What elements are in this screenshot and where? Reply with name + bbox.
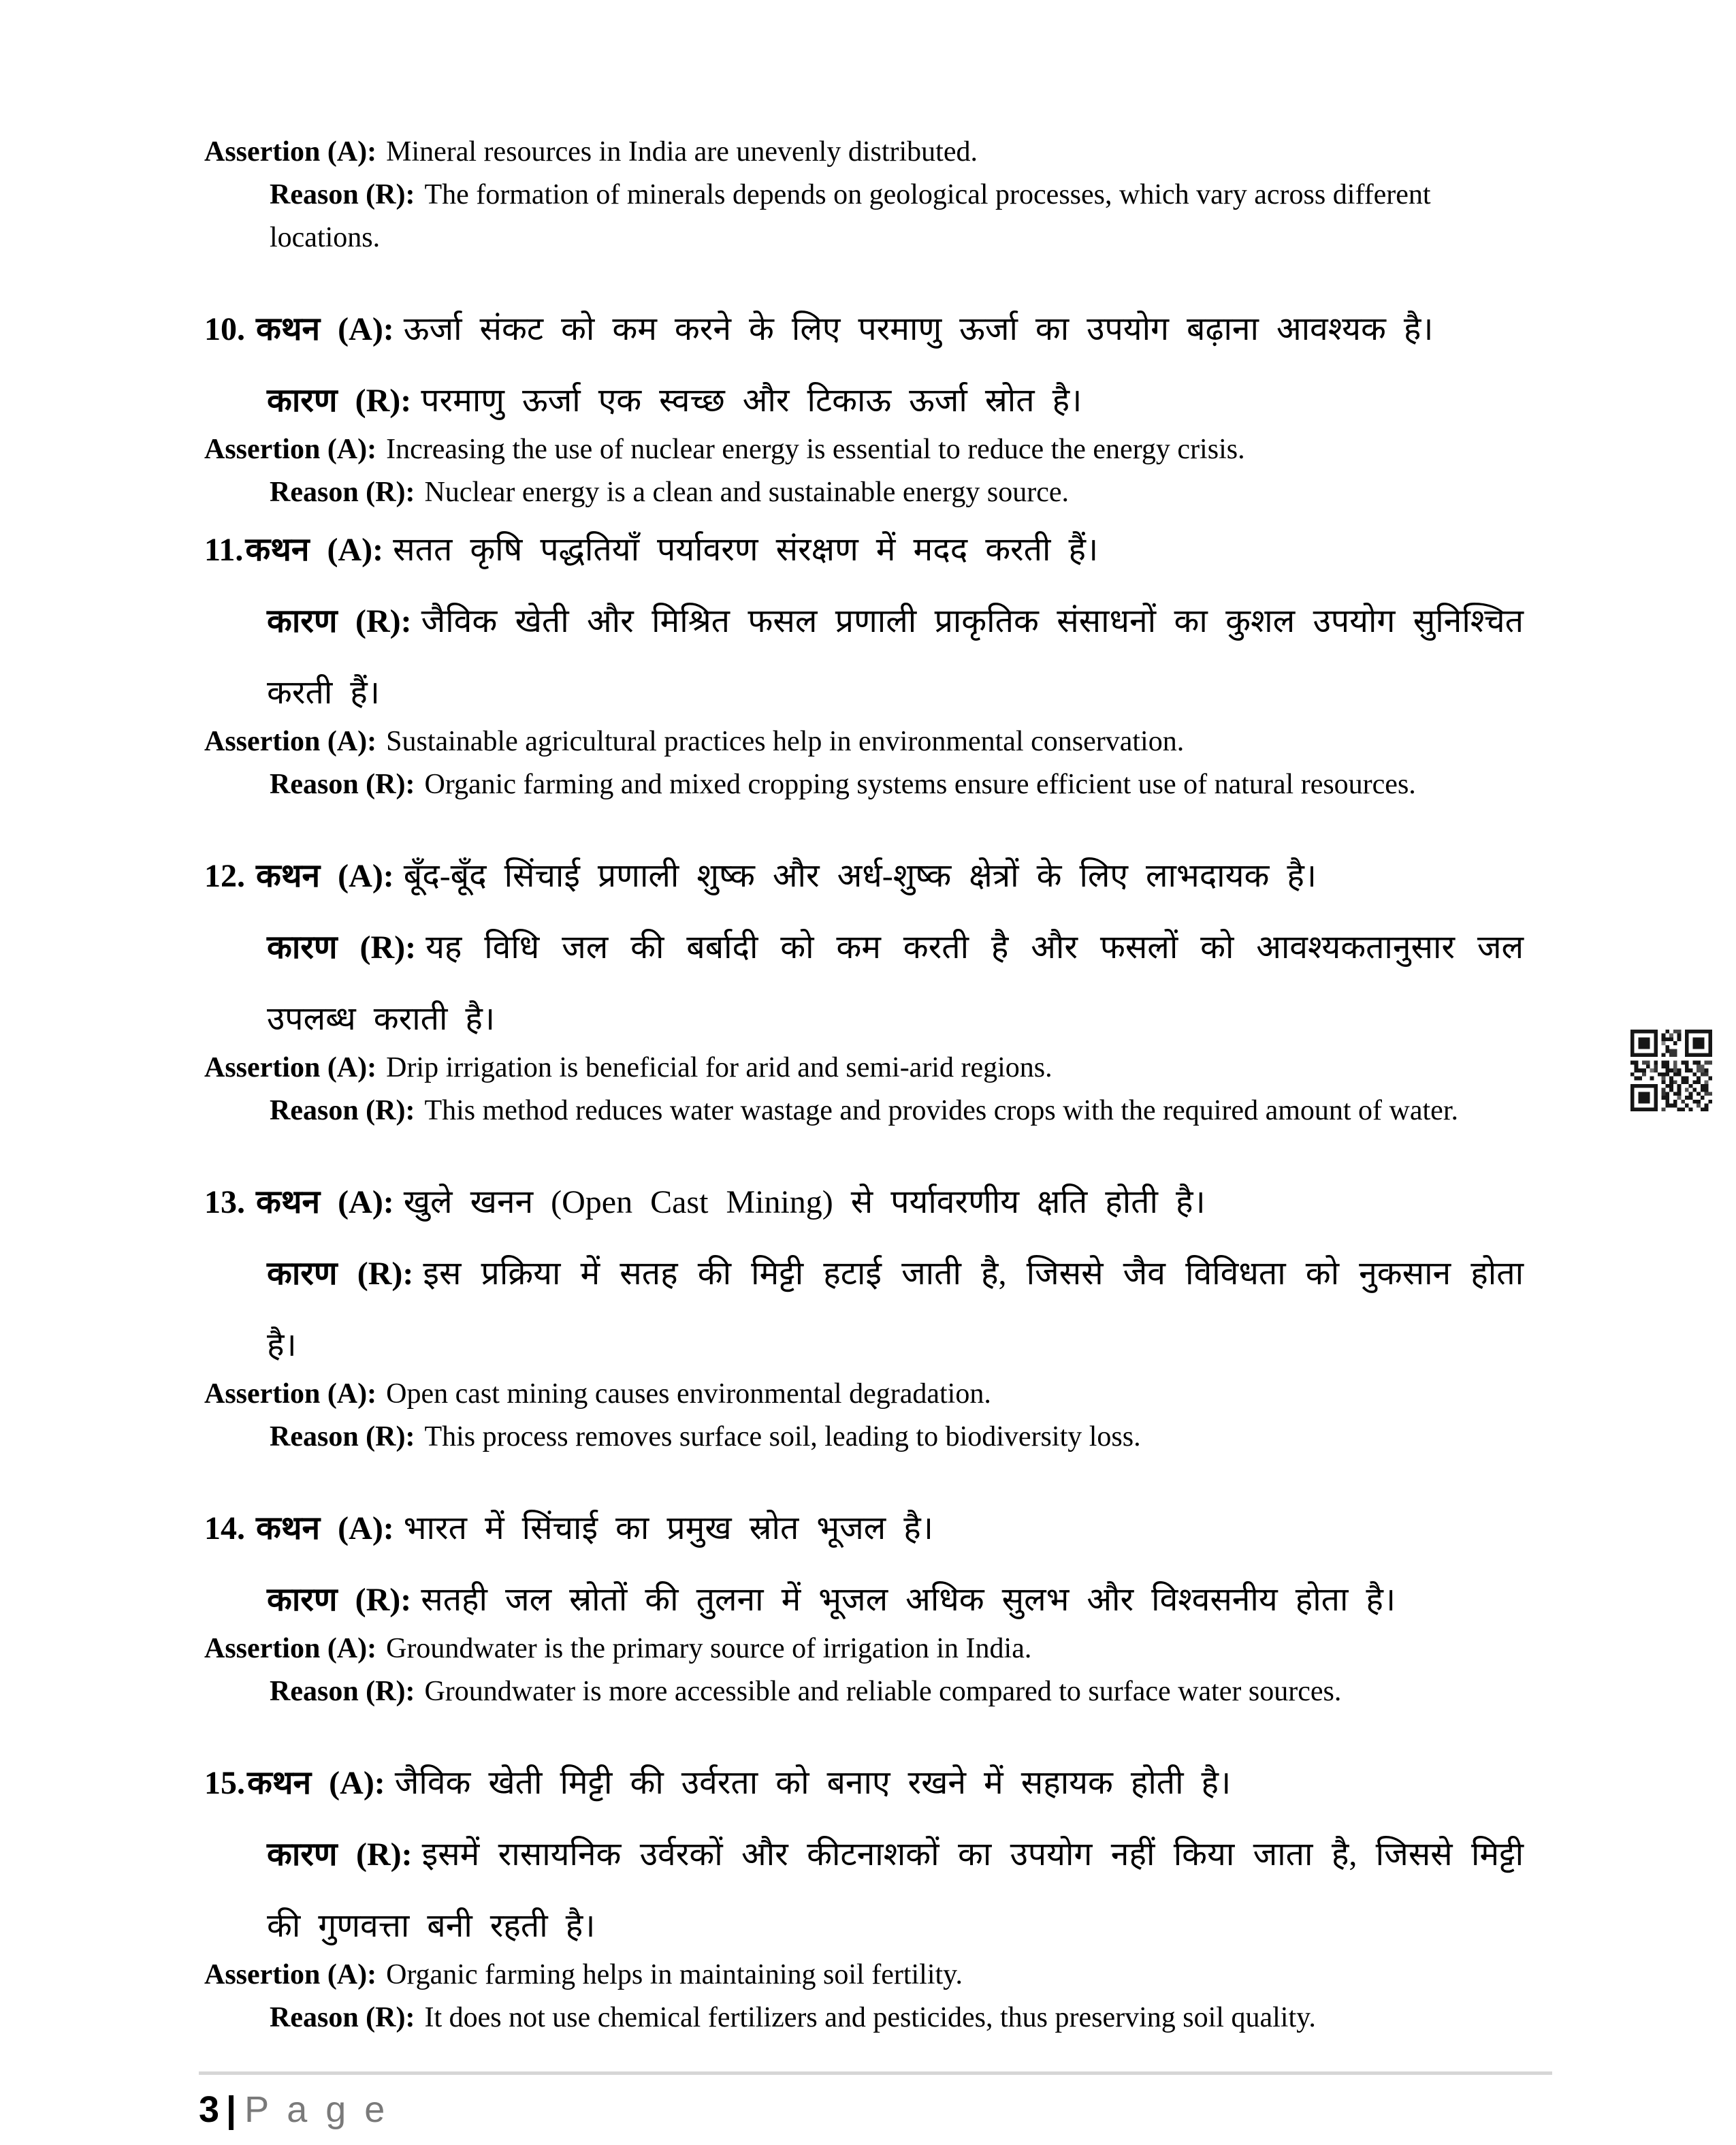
kathan-text: सतत कृषि पद्धतियाँ पर्यावरण संरक्षण में मदद करती हैं। <box>393 532 1099 568</box>
reason-label: Reason (R): <box>270 1095 415 1126</box>
karan-line <box>267 365 1524 436</box>
kathan-text: ऊर्जा संकट को कम करने के लिए परमाणु ऊर्जा का उपयोग बढ़ाना आवश्यक है। <box>403 311 1434 347</box>
assertion-text: Organic farming helps in maintaining soil fertility. <box>386 1959 963 1990</box>
karan-text: परमाणु ऊर्जा एक स्वच्छ और टिकाऊ ऊर्जा स्रोत है। <box>421 383 1082 419</box>
kathan-label: कथन (A): <box>245 532 384 568</box>
footer-divider: | <box>226 2089 238 2130</box>
reason-line <box>270 1670 1524 1713</box>
assertion-text: Sustainable agricultural practices help in environmental conservation. <box>386 726 1185 757</box>
question-number: 12. <box>204 858 245 894</box>
kathan-label: कथन (A): <box>256 311 394 347</box>
kathan-line <box>204 1166 1524 1238</box>
reason-line <box>270 1090 1524 1132</box>
reason-text: Groundwater is more accessible and reliable compared to surface water sources. <box>424 1676 1342 1707</box>
reason-line <box>270 174 1524 259</box>
reason-label: Reason (R): <box>270 179 415 210</box>
question-number: 10. <box>204 311 245 347</box>
kathan-text: जैविक खेती मिट्टी की उर्वरता को बनाए रखने में सहायक होती है। <box>394 1765 1232 1801</box>
assertion-label: Assertion (A): <box>204 726 377 757</box>
karan-text: जैविक खेती और मिश्रित फसल प्रणाली प्राकृतिक संसाधनों का कुशल उपयोग सुनिश्चित करती हैं। <box>267 603 1524 711</box>
question-block-15 <box>204 1747 1524 2039</box>
question-block-10 <box>204 293 1524 514</box>
karan-label: कारण (R): <box>267 1256 414 1292</box>
assertion-text: Increasing the use of nuclear energy is essential to reduce the energy crisis. <box>386 434 1245 465</box>
kathan-line <box>204 293 1524 365</box>
kathan-line <box>204 514 1524 586</box>
question-block-12 <box>204 840 1524 1132</box>
assertion-label: Assertion (A): <box>204 1378 377 1410</box>
question-number: 11. <box>204 532 244 568</box>
reason-label: Reason (R): <box>270 2002 415 2033</box>
kathan-text: खुले खनन (Open Cast Mining) से पर्यावरणीय क्षति होती है। <box>403 1184 1206 1220</box>
karan-label: कारण (R): <box>267 383 412 419</box>
reason-text: Organic farming and mixed cropping systems ensure efficient use of natural resources. <box>424 769 1416 800</box>
assertion-line <box>204 720 1524 763</box>
question-number: 13. <box>204 1184 245 1220</box>
question-number: 15. <box>204 1765 245 1801</box>
qr-code-icon <box>1630 1030 1712 1111</box>
karan-text: इसमें रासायनिक उर्वरकों और कीटनाशकों का उपयोग नहीं किया जाता है, जिससे मिट्टी की गुणवत्ता बनी रहती है। <box>267 1837 1524 1944</box>
page-label: P a g e <box>244 2089 389 2130</box>
assertion-text: Drip irrigation is beneficial for arid and semi-arid regions. <box>386 1052 1052 1083</box>
page-footer <box>199 2071 1552 2131</box>
page-content <box>204 131 1524 2039</box>
karan-line <box>267 1819 1524 1962</box>
kathan-label: कथन (A): <box>256 1184 394 1220</box>
assertion-label: Assertion (A): <box>204 1052 377 1083</box>
karan-line <box>267 1238 1524 1381</box>
reason-label: Reason (R): <box>270 1421 415 1452</box>
assertion-line <box>204 1954 1524 1997</box>
kathan-label: कथन (A): <box>256 1510 394 1546</box>
karan-label: कारण (R): <box>267 603 412 639</box>
reason-label: Reason (R): <box>270 477 415 508</box>
reason-text: This method reduces water wastage and provides crops with the required amount of water. <box>424 1095 1458 1126</box>
kathan-label: कथन (A): <box>256 858 394 894</box>
kathan-text: बूँद-बूँद सिंचाई प्रणाली शुष्क और अर्ध-शुष्क क्षेत्रों के लिए लाभदायक है। <box>403 858 1317 894</box>
reason-text: The formation of minerals depends on geological processes, which vary across different locations. <box>270 179 1431 253</box>
karan-line <box>267 1564 1524 1636</box>
kathan-text: भारत में सिंचाई का प्रमुख स्रोत भूजल है। <box>403 1510 933 1546</box>
question-number: 14. <box>204 1510 245 1546</box>
assertion-text: Groundwater is the primary source of irrigation in India. <box>386 1633 1032 1664</box>
reason-line <box>270 763 1524 806</box>
reason-text: This process removes surface soil, leading to biodiversity loss. <box>424 1421 1141 1452</box>
kathan-line <box>204 1747 1524 1819</box>
reason-text: Nuclear energy is a clean and sustainable energy source. <box>424 477 1070 508</box>
kathan-label: कथन (A): <box>247 1765 385 1801</box>
assertion-label: Assertion (A): <box>204 1959 377 1990</box>
kathan-line <box>204 1493 1524 1564</box>
karan-text: सतही जल स्रोतों की तुलना में भूजल अधिक सुलभ और विश्वसनीय होता है। <box>421 1582 1396 1618</box>
karan-text: यह विधि जल की बर्बादी को कम करती है और फसलों को आवश्यकतानुसार जल उपलब्ध कराती है। <box>267 930 1524 1037</box>
karan-label: कारण (R): <box>267 1837 413 1873</box>
assertion-label: Assertion (A): <box>204 1633 377 1664</box>
assertion-line <box>204 428 1524 471</box>
karan-label: कारण (R): <box>267 1582 412 1618</box>
assertion-label: Assertion (A): <box>204 136 377 168</box>
question-block-9-english <box>204 131 1524 259</box>
page-number: 3 <box>199 2089 221 2130</box>
kathan-line <box>204 840 1524 912</box>
reason-text: It does not use chemical fertilizers and pesticides, thus preserving soil quality. <box>424 2002 1316 2033</box>
question-block-11 <box>204 514 1524 806</box>
reason-line <box>270 471 1524 514</box>
reason-line <box>270 1997 1524 2039</box>
question-block-13 <box>204 1166 1524 1459</box>
reason-label: Reason (R): <box>270 1676 415 1707</box>
assertion-line <box>204 1047 1524 1090</box>
reason-label: Reason (R): <box>270 769 415 800</box>
assertion-text: Open cast mining causes environmental degradation. <box>386 1378 991 1410</box>
assertion-text: Mineral resources in India are unevenly distributed. <box>386 136 978 168</box>
karan-text: इस प्रक्रिया में सतह की मिट्टी हटाई जाती है, जिससे जैव विविधता को नुकसान होता है। <box>267 1256 1524 1363</box>
reason-line <box>270 1416 1524 1459</box>
assertion-line <box>204 131 1524 174</box>
assertion-line <box>204 1373 1524 1416</box>
question-block-14 <box>204 1493 1524 1713</box>
karan-line <box>267 586 1524 729</box>
assertion-label: Assertion (A): <box>204 434 377 465</box>
karan-line <box>267 912 1524 1055</box>
karan-label: कारण (R): <box>267 930 417 966</box>
